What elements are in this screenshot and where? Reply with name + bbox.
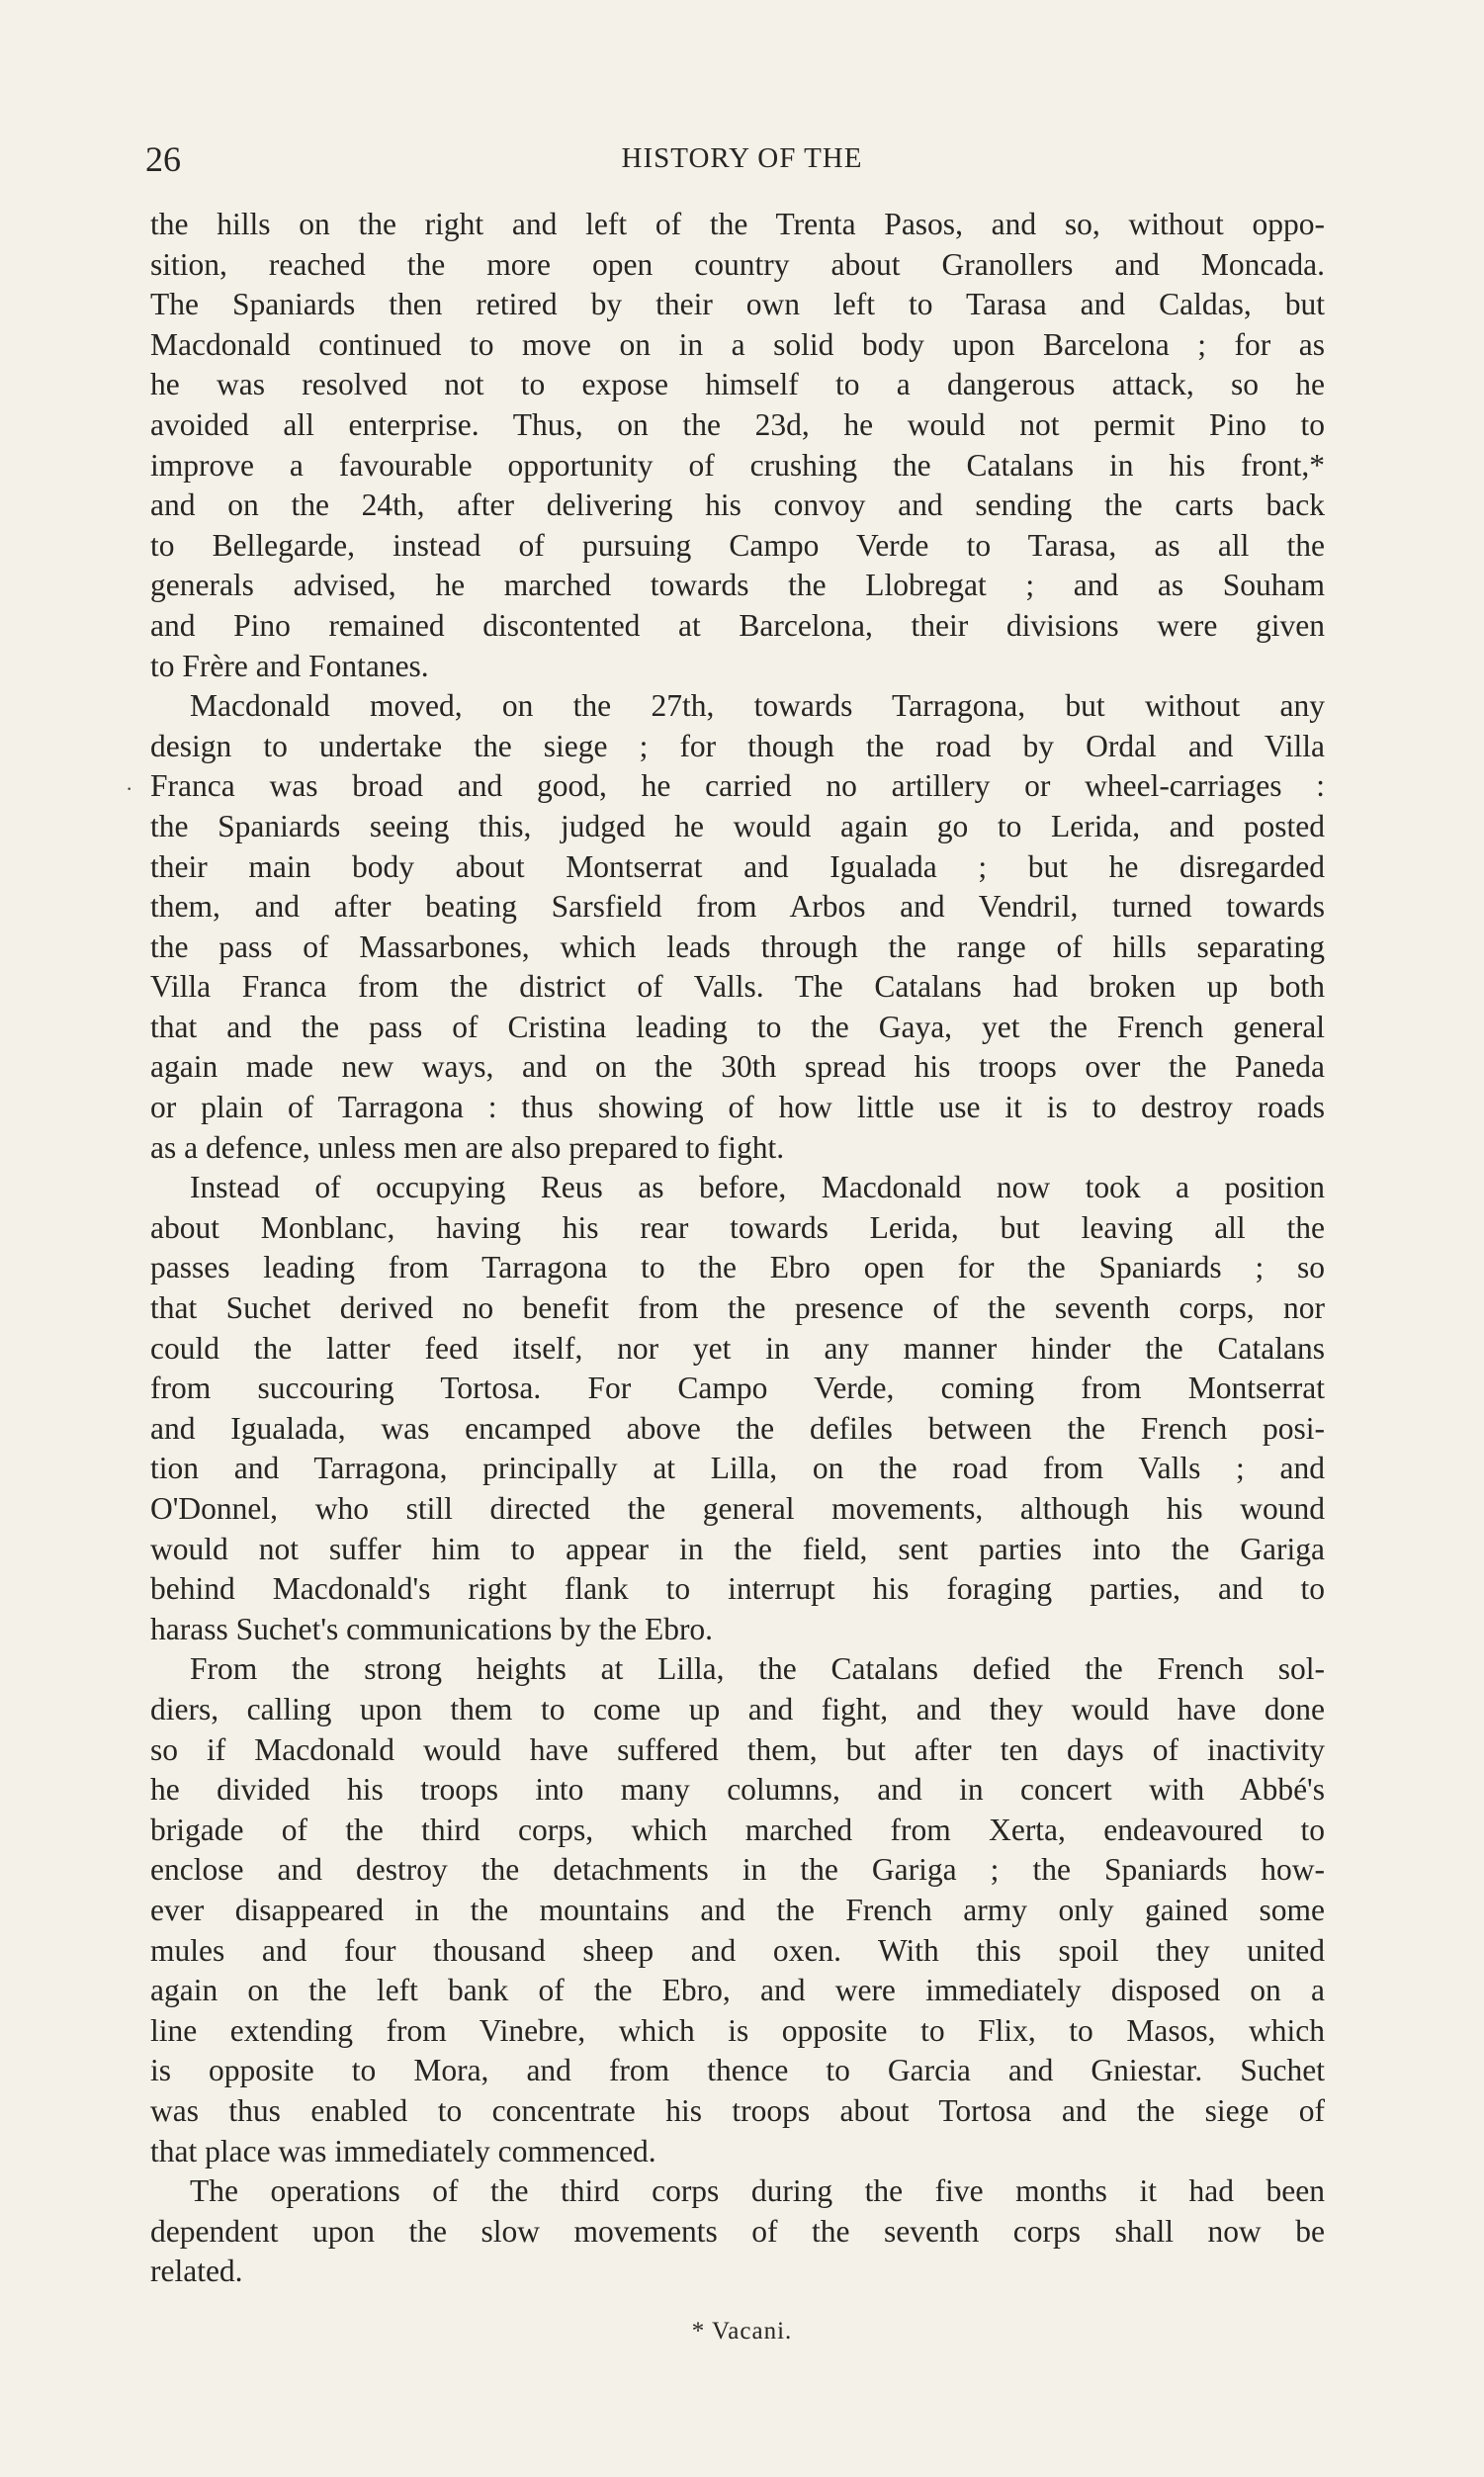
- paragraph: [150, 1649, 1325, 2171]
- running-title: HISTORY OF THE: [621, 142, 863, 174]
- text-line: again made new ways, and on the 30th spread his troops over the Paneda: [150, 1049, 1325, 1085]
- text-line: was thus enabled to concentrate his troops about Tortosa and the siege of: [150, 2092, 1325, 2128]
- paragraph: [150, 2171, 1325, 2292]
- page-number: 26: [145, 139, 181, 179]
- text-line: dependent upon the slow movements of the seventh corps shall now be: [150, 2213, 1325, 2249]
- text-line: line extending from Vinebre, which is opposite to Flix, to Masos, which: [150, 2012, 1325, 2048]
- text-line: From the strong heights at Lilla, the Catalans defied the French sol-: [190, 1651, 1325, 1687]
- paragraph: [150, 1168, 1325, 1649]
- text-line: Macdonald moved, on the 27th, towards Tarragona, but without any: [190, 688, 1325, 724]
- text-line: design to undertake the siege ; for though the road by Ordal and Villa: [150, 728, 1325, 763]
- text-line: behind Macdonald's right flank to interrupt his foraging parties, and to: [150, 1571, 1325, 1607]
- text-line: so if Macdonald would have suffered them, but after ten days of inactivity: [150, 1731, 1325, 1767]
- text-line: the hills on the right and left of the Trenta Pasos, and so, without oppo-: [150, 207, 1325, 241]
- text-line: mules and four thousand sheep and oxen. With this spoil they united: [150, 1932, 1325, 1968]
- text-line: he divided his troops into many columns, and in concert with Abbé's: [150, 1772, 1325, 1808]
- text-line: or plain of Tarragona : thus showing of how little use it is to destroy roads: [150, 1090, 1325, 1125]
- text-line: to Bellegarde, instead of pursuing Campo Verde to Tarasa, as all the: [150, 527, 1325, 563]
- text-line: the pass of Massarbones, which leads through the range of hills separating: [150, 929, 1325, 964]
- footnote: * Vacani.: [691, 2318, 793, 2344]
- text-line: from succouring Tortosa. For Campo Verde, coming from Montserrat: [150, 1371, 1325, 1406]
- text-line: ever disappeared in the mountains and the French army only gained some: [150, 1892, 1325, 1927]
- text-line: that place was immediately commenced.: [150, 2133, 656, 2168]
- paragraph: [150, 205, 1325, 686]
- text-line: and on the 24th, after delivering his convoy and sending the carts back: [150, 487, 1325, 523]
- margin-mark: ·: [126, 776, 133, 801]
- text-line: diers, calling upon them to come up and fight, and they would have done: [150, 1691, 1325, 1726]
- text-line: related.: [150, 2254, 243, 2289]
- text-line: Macdonald continued to move on in a solid body upon Barcelona ; for as: [150, 326, 1325, 362]
- text-line: them, and after beating Sarsfield from Arbos and Vendril, turned towards: [150, 889, 1325, 925]
- text-line: again on the left bank of the Ebro, and were immediately disposed on a: [150, 1973, 1325, 2008]
- text-line: tion and Tarragona, principally at Lilla, on the road from Valls ; and: [150, 1451, 1325, 1486]
- body-text: [150, 205, 1325, 2292]
- text-line: the Spaniards seeing this, judged he would again go to Lerida, and posted: [150, 808, 1325, 843]
- text-line: passes leading from Tarragona to the Ebro open for the Spaniards ; so: [150, 1250, 1325, 1285]
- text-line: avoided all enterprise. Thus, on the 23d, he would not permit Pino to: [150, 406, 1325, 442]
- text-line: generals advised, he marched towards the Llobregat ; and as Souham: [150, 568, 1325, 603]
- text-line: about Monblanc, having his rear towards Lerida, but leaving all the: [150, 1209, 1325, 1245]
- text-line: to Frère and Fontanes.: [150, 648, 429, 683]
- text-line: brigade of the third corps, which marched from Xerta, endeavoured to: [150, 1812, 1325, 1847]
- text-line: that Suchet derived no benefit from the presence of the seventh corps, nor: [150, 1290, 1325, 1326]
- text-line: their main body about Montserrat and Igualada ; but he disregarded: [150, 848, 1325, 884]
- text-line: Villa Franca from the district of Valls. The Catalans had broken up both: [150, 969, 1325, 1005]
- text-line: The operations of the third corps during the five months it had been: [190, 2173, 1325, 2209]
- text-line: and Pino remained discontented at Barcelona, their divisions were given: [150, 607, 1325, 643]
- text-line: could the latter feed itself, nor yet in any manner hinder the Catalans: [150, 1330, 1325, 1366]
- text-line: improve a favourable opportunity of crushing the Catalans in his front,*: [150, 447, 1325, 483]
- text-line: sition, reached the more open country about Granollers and Moncada.: [150, 246, 1325, 282]
- text-line: harass Suchet's communications by the Ebro.: [150, 1611, 714, 1646]
- text-line: as a defence, unless men are also prepared to fight.: [150, 1129, 785, 1165]
- text-line: that and the pass of Cristina leading to the Gaya, yet the French general: [150, 1009, 1325, 1044]
- text-line: would not suffer him to appear in the field, sent parties into the Gariga: [150, 1531, 1325, 1566]
- text-line: The Spaniards then retired by their own left to Tarasa and Caldas, but: [150, 287, 1325, 322]
- text-line: enclose and destroy the detachments in the Gariga ; the Spaniards how-: [150, 1852, 1325, 1888]
- text-line: he was resolved not to expose himself to a dangerous attack, so he: [150, 367, 1325, 402]
- text-line: Instead of occupying Reus as before, Macdonald now took a position: [190, 1170, 1325, 1205]
- text-line: and Igualada, was encamped above the defiles between the French posi-: [150, 1410, 1325, 1446]
- paragraph: [150, 686, 1325, 1168]
- text-line: Franca was broad and good, he carried no artillery or wheel-carriages :: [150, 768, 1325, 804]
- text-line: is opposite to Mora, and from thence to Garcia and Gniestar. Suchet: [150, 2053, 1325, 2088]
- text-line: O'Donnel, who still directed the general movements, although his wound: [150, 1491, 1325, 1526]
